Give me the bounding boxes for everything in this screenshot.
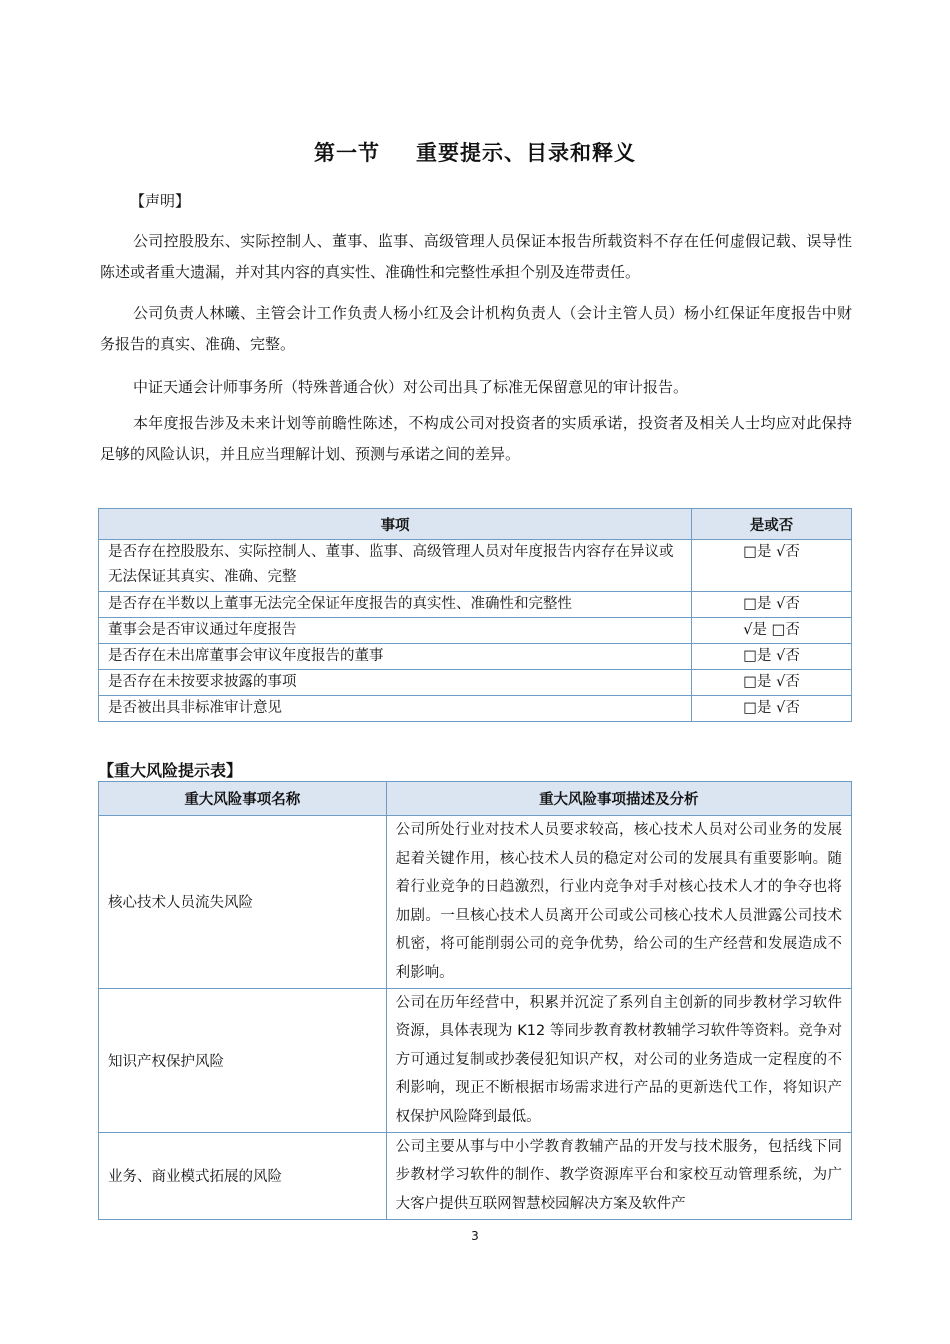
table-header-row xyxy=(99,509,852,540)
answer-cell: √是 □否 xyxy=(692,618,852,644)
table-row xyxy=(99,988,852,1132)
statement-paragraph-1: 公司控股股东、实际控制人、董事、监事、高级管理人员保证本报告所载资料不存在任何虚假记载、误导性陈述或者重大遗漏，并对其内容的真实性、准确性和完整性承担个别及连带责任。 xyxy=(100,232,852,281)
statement-paragraph-4: 本年度报告涉及未来计划等前瞻性陈述，不构成公司对投资者的实质承诺，投资者及相关人士均应对此保持足够的风险认识，并且应当理解计划、预测与承诺之间的差异。 xyxy=(100,414,852,463)
item-cell: 是否存在控股股东、实际控制人、董事、监事、高级管理人员对年度报告内容存在异议或无法保证其真实、准确、完整 xyxy=(99,540,692,592)
table-row xyxy=(99,540,852,592)
risk-description-cell: 公司在历年经营中，积累并沉淀了系列自主创新的同步教材学习软件资源，具体表现为 K12 等同步教育教材教辅学习软件等资料。竞争对方可通过复制或抄袭侵犯知识产权，对公司的业务造成一定程度的不利影响，现正不断根据市场需求进行产品的更新迭代工作，将知识产权保护风险降到最低。 xyxy=(386,988,851,1132)
item-cell: 董事会是否审议通过年度报告 xyxy=(99,618,692,644)
item-cell: 是否被出具非标准审计意见 xyxy=(99,696,692,722)
risk-description-cell: 公司主要从事与中小学教育教辅产品的开发与技术服务，包括线下同步教材学习软件的制作、教学资源库平台和家校互动管理系统，为广大客户提供互联网智慧校园解决方案及软件产 xyxy=(386,1132,851,1219)
table-row xyxy=(99,696,852,722)
answer-cell: □是 √否 xyxy=(692,696,852,722)
table-header-row xyxy=(99,782,852,816)
item-cell: 是否存在未按要求披露的事项 xyxy=(99,670,692,696)
item-cell: 是否存在未出席董事会审议年度报告的董事 xyxy=(99,644,692,670)
header-item: 事项 xyxy=(99,509,692,540)
answer-cell: □是 √否 xyxy=(692,540,852,592)
table-row xyxy=(99,670,852,696)
risk-name-cell: 业务、商业模式拓展的风险 xyxy=(99,1132,387,1219)
item-cell: 是否存在半数以上董事无法完全保证年度报告的真实性、准确性和完整性 xyxy=(99,592,692,618)
risk-description-cell: 公司所处行业对技术人员要求较高，核心技术人员对公司业务的发展起着关键作用，核心技术人员的稳定对公司的发展具有重要影响。随着行业竞争的日趋激烈，行业内竞争对手对核心技术人才的争夺也将加剧。一旦核心技术人员离开公司或公司核心技术人员泄露公司技术机密，将可能削弱公司的竞争优势，给公司的生产经营和发展造成不利影响。 xyxy=(386,816,851,989)
statement-paragraph-2: 公司负责人林曦、主管会计工作负责人杨小红及会计机构负责人（会计主管人员）杨小红保证年度报告中财务报告的真实、准确、完整。 xyxy=(100,304,852,353)
answer-cell: □是 √否 xyxy=(692,670,852,696)
section-number: 第一节 xyxy=(314,141,380,165)
risk-table xyxy=(98,781,852,1220)
answer-cell: □是 √否 xyxy=(692,592,852,618)
statement-paragraph-3: 中证天通会计师事务所（特殊普通合伙）对公司出具了标准无保留意见的审计报告。 xyxy=(133,378,689,396)
answer-cell: □是 √否 xyxy=(692,644,852,670)
risk-name-cell: 核心技术人员流失风险 xyxy=(99,816,387,989)
page-number: 3 xyxy=(471,1229,479,1243)
header-yes-no: 是或否 xyxy=(692,509,852,540)
table-row xyxy=(99,1132,852,1219)
risk-table-label: 【重大风险提示表】 xyxy=(98,761,243,780)
header-risk-description: 重大风险事项描述及分析 xyxy=(386,782,851,816)
confirmation-table xyxy=(98,508,852,722)
section-name: 重要提示、目录和释义 xyxy=(416,141,636,165)
table-row xyxy=(99,592,852,618)
table-row xyxy=(99,644,852,670)
risk-name-cell: 知识产权保护风险 xyxy=(99,988,387,1132)
section-title xyxy=(0,137,950,167)
table-row xyxy=(99,618,852,644)
header-risk-name: 重大风险事项名称 xyxy=(99,782,387,816)
statement-label: 【声明】 xyxy=(130,192,191,210)
table-row xyxy=(99,816,852,989)
